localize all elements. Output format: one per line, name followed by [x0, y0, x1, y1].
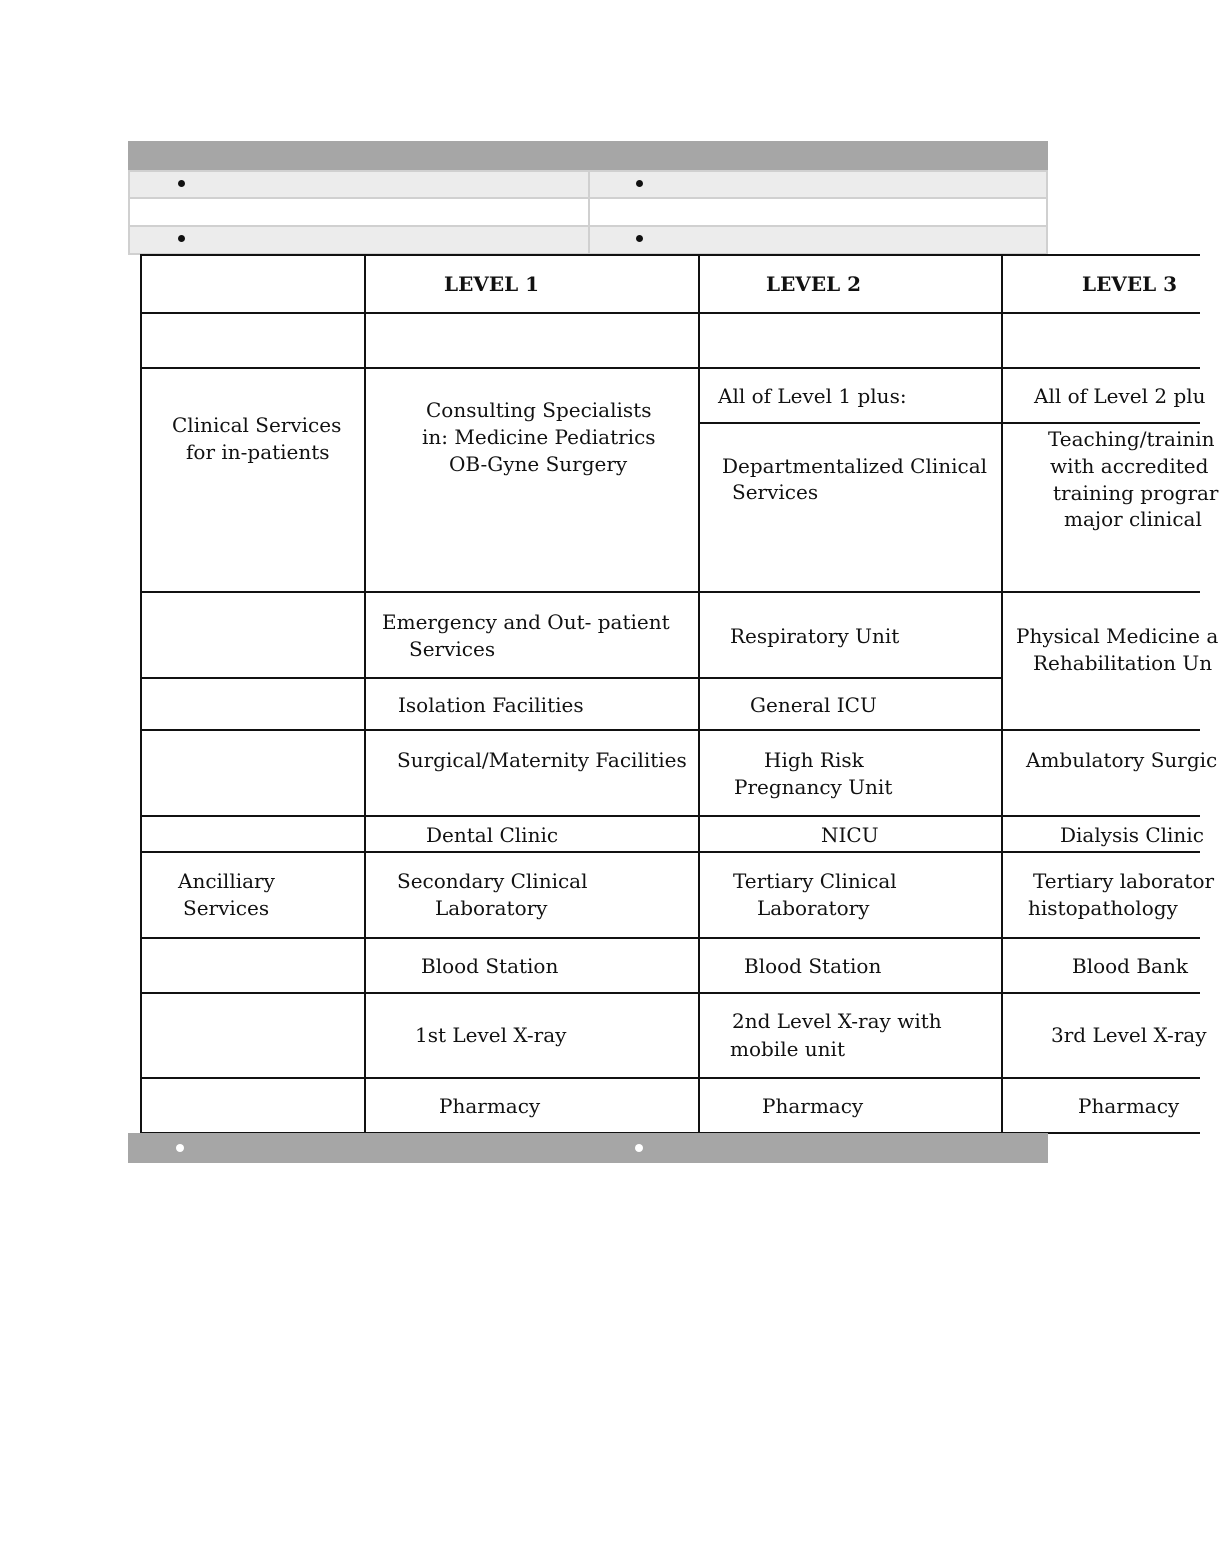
- physical-medicine: Physical Medicine a: [1016, 624, 1219, 648]
- header-level-1: LEVEL 1: [444, 272, 540, 296]
- pharmacy-level2: Pharmacy: [762, 1094, 864, 1118]
- header-level-3: LEVEL 3: [1082, 272, 1178, 296]
- consulting-specialists-line2: in: Medicine Pediatrics: [422, 425, 656, 449]
- category-ancillary-line2: Services: [183, 896, 270, 920]
- bullet-icon: [178, 235, 185, 242]
- xray-level2-line2: mobile unit: [730, 1037, 845, 1061]
- pharmacy-level1: Pharmacy: [439, 1094, 541, 1118]
- teaching-training-line3: training prograr: [1053, 481, 1219, 505]
- teaching-training-line2: with accredited: [1050, 454, 1209, 478]
- dental-clinic: Dental Clinic: [426, 823, 559, 847]
- bullet-icon: [636, 180, 643, 187]
- nicu: NICU: [821, 823, 879, 847]
- bullet-list-grid: [128, 170, 1048, 255]
- pharmacy-level3: Pharmacy: [1078, 1094, 1180, 1118]
- departmentalized-services: Departmentalized Clinical: [722, 454, 988, 478]
- emergency-services: Emergency and Out- patient: [382, 610, 670, 634]
- dialysis-clinic: Dialysis Clinic: [1060, 823, 1204, 847]
- blood-station-level1: Blood Station: [421, 954, 559, 978]
- header-band: [128, 141, 1048, 170]
- bullet-cell: [588, 170, 1048, 199]
- bullet-icon: [635, 1144, 643, 1152]
- bullet-cell: [588, 225, 1048, 255]
- secondary-clinical-lab-line2: Laboratory: [435, 896, 548, 920]
- tertiary-clinical-lab: Tertiary Clinical: [733, 869, 897, 893]
- blood-bank: Blood Bank: [1072, 954, 1188, 978]
- bullet-icon: [178, 180, 185, 187]
- tertiary-histopathology-line2: histopathology: [1028, 896, 1178, 920]
- xray-level3: 3rd Level X-ray: [1051, 1023, 1207, 1047]
- blood-station-level2: Blood Station: [744, 954, 882, 978]
- secondary-clinical-lab: Secondary Clinical: [397, 869, 588, 893]
- respiratory-unit: Respiratory Unit: [730, 624, 900, 648]
- level2-plus: All of Level 1 plus:: [718, 384, 907, 408]
- bullet-cell: [128, 225, 590, 255]
- teaching-training-line4: major clinical: [1064, 507, 1202, 531]
- departmentalized-services-line2: Services: [732, 480, 819, 504]
- category-clinical-line2: for in-patients: [186, 440, 330, 464]
- emergency-services-line2: Services: [409, 637, 496, 661]
- bullet-icon: [636, 235, 643, 242]
- high-risk-pregnancy-line2: Pregnancy Unit: [734, 775, 893, 799]
- general-icu: General ICU: [750, 693, 877, 717]
- blank-cell: [128, 197, 590, 227]
- xray-level1: 1st Level X-ray: [415, 1023, 567, 1047]
- consulting-specialists-line3: OB-Gyne Surgery: [449, 452, 628, 476]
- header-level-2: LEVEL 2: [766, 272, 862, 296]
- category-ancillary: Ancilliary: [178, 869, 275, 893]
- tertiary-histopathology: Tertiary laborator: [1033, 869, 1215, 893]
- footer-band: [128, 1133, 1048, 1163]
- surgical-maternity: Surgical/Maternity Facilities: [397, 748, 687, 772]
- blank-cell: [588, 197, 1048, 227]
- category-clinical: Clinical Services: [172, 413, 342, 437]
- xray-level2: 2nd Level X-ray with: [732, 1009, 942, 1033]
- ambulatory-surgical: Ambulatory Surgic: [1026, 748, 1218, 772]
- teaching-training: Teaching/trainin: [1048, 427, 1215, 451]
- bullet-cell: [128, 170, 590, 199]
- physical-medicine-line2: Rehabilitation Un: [1033, 651, 1213, 675]
- consulting-specialists: Consulting Specialists: [426, 398, 652, 422]
- bullet-icon: [176, 1144, 184, 1152]
- isolation-facilities: Isolation Facilities: [398, 693, 584, 717]
- tertiary-clinical-lab-line2: Laboratory: [757, 896, 870, 920]
- hospital-levels-table: [140, 254, 1219, 1134]
- level3-plus: All of Level 2 plu: [1034, 384, 1206, 408]
- high-risk-pregnancy: High Risk: [764, 748, 864, 772]
